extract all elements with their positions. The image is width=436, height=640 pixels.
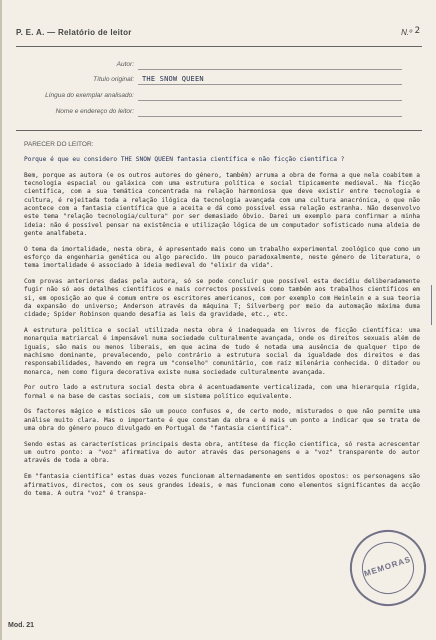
report-body [24, 156, 420, 506]
form-model-number: Mod. 21 [8, 622, 35, 629]
ink-stamp [340, 520, 436, 616]
paragraph: O tema da imortalidade, nesta obra, é apresentado mais como um trabalho experimental zoológico que como um esforço da engenharia genética ou algo parecido. Um pouco paradoxalmente, neste género de literatura, o tema imortalidade é associado à ideia medieval do "elixir da vida". [24, 245, 420, 270]
autor-line [138, 69, 402, 70]
margin-annotation [418, 285, 432, 325]
paragraph-question: Porque é que eu considero THE SNOW QUEEN fantasia científica e não ficção científica ? [24, 156, 345, 163]
document-title: P. E. A. — Relatório de leitor [16, 28, 132, 37]
form-rule [16, 130, 422, 131]
lingua-label: Língua do exemplar analisado: [45, 92, 134, 99]
paragraph: Em "fantasia científica" estas duas vozes funcionam alternadamente em sentidos opostos: os personagens são afirmativos, directos, com os seus grandes ideais, e mas funcionam como elementos significantes da acção do tema. A outra "voz" é transpa- [24, 473, 420, 497]
titulo-line [138, 84, 402, 85]
nome-label: Nome e endereço do leitor: [55, 108, 134, 115]
titulo-value: THE SNOW QUEEN [142, 75, 204, 83]
document-header [16, 24, 422, 42]
parecer-label: PARECER DO LEITOR: [24, 141, 94, 148]
nome-line [138, 116, 402, 117]
number-label: N.º [401, 28, 412, 37]
number-value: 2 [414, 26, 420, 36]
paragraph: Bem, porque as autora (e os outros autores do género, também) arruma a obra de forma a que nela coabitem a tecnologia espacial ou galáxica com uma estrutura política e social tipicamente medieval. Na ficção científica, com a sua temática concentrada na relação harmoniosa que deve existir entre tecnologia e cultura, é rejeitada toda a relação ilógica da tecnologia avançada com uma cultura anacrónica, o que não acontece com a fantasia científica que a aceita e dá como possível essa relação estranha. Não desenvolvo este tema "relação tecnologia/cultura" por ser demasiado óbvio. Darei um exemplo para confirmar a minha ideia: não é possível pensar na existência e utilização lógica de um computador sofisticado numa aldeia de gente analfabeta. [24, 171, 420, 237]
paragraph: Sendo estas as características principais desta obra, antítese da ficção científica, só resta acrescentar um outro ponto: a "voz" afirmativa do autor através das personagens e a "voz" transparente do autor através de toda a obra. [24, 440, 420, 465]
paragraph: Com provas anteriores dadas pela autora, só se pode concluir que possível esta decidiu deliberadamente fugir não só aos detalhes científicos e mais correctos possíveis como também aos trabalhos científicos em si, em oposição ao que é comum entre os escritores americanos, com por exemplo com Heinlein e a sua teoria da expansão do universo; Anderson através da máquina T; Silverberg por meio da automação máxima duma cidade; Spider Robinson quando desafia as leis da gravidade, etc., etc. [24, 278, 420, 319]
paragraph: A estrutura política e social utilizada nesta obra é inadequada em livros de ficção científica: uma monarquia matriarcal é impensável numa sociedade culturalmente avançada, onde os direitos sexuais além de iguais, são mais ou menos liberais, em que acima de tudo é notada uma ausência de qualquer tipo de machismo dominante, prevalecendo, pelo contrário a estrutura social da igualdade dos direitos e das responsabilidades, havendo em regra um "conselho" comunitário, com raíz milenária conhecida. O ditador ou monarca, nem como figura decorativa existe numa sociedade culturalmente avançada. [24, 327, 420, 376]
titulo-label: Título original: [93, 76, 134, 83]
header-rule [16, 46, 422, 47]
autor-label: Autor: [116, 61, 134, 68]
stamp-text: MEMORAS [362, 554, 413, 579]
paragraph: Os factores mágico e místicos são um pouco confusos e, de certo modo, misturados o que não permite uma análise muito clara. Mas o importante é que constam da obra e é mais um ponto a indicar que se trata de uma obra do género pouco divulgado em Portugal de "fantasia científica". [24, 408, 420, 433]
lingua-line [138, 100, 402, 101]
paragraph: Por outro lado a estrutura social desta obra é acentuadamente verticalizada, com uma hierarquia rígida, formal e na base de castas sociais, com um sistema político equivalente. [24, 384, 420, 400]
